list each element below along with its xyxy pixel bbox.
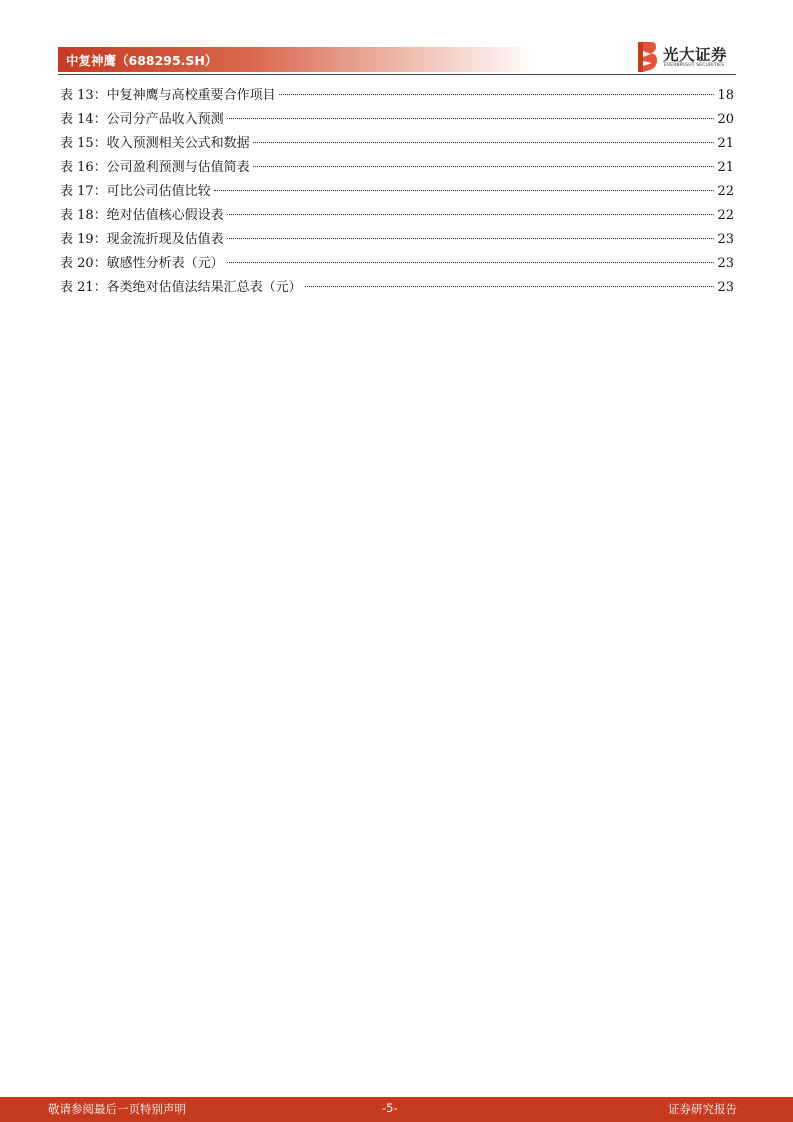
toc-entry-page: 22 bbox=[717, 208, 734, 223]
toc-dot-leader bbox=[227, 118, 715, 119]
toc-dot-leader bbox=[305, 286, 715, 287]
toc-entry[interactable] bbox=[60, 276, 734, 300]
report-title: 中复神鹰（688295.SH） bbox=[66, 53, 218, 68]
toc-entry-page: 21 bbox=[717, 160, 734, 175]
toc-entry-label: 表 17：可比公司估值比较 bbox=[60, 184, 211, 199]
everbright-logo-icon bbox=[636, 42, 658, 72]
toc-dot-leader bbox=[214, 190, 715, 191]
logo-en-text: EVERBRIGHT SECURITIES bbox=[664, 63, 725, 68]
toc-dot-leader bbox=[253, 142, 715, 143]
page-number: -5- bbox=[382, 1101, 398, 1115]
toc-entry-page: 23 bbox=[717, 256, 734, 271]
toc-entry-label: 表 16：公司盈利预测与估值简表 bbox=[60, 160, 250, 175]
toc-entry-label: 表 18：绝对估值核心假设表 bbox=[60, 208, 224, 223]
toc-dot-leader bbox=[227, 214, 715, 215]
report-type-label: 证券研究报告 bbox=[668, 1102, 737, 1116]
toc-entry-page: 20 bbox=[717, 112, 734, 127]
toc-entry[interactable] bbox=[60, 252, 734, 276]
toc-entry-label: 表 21：各类绝对估值法结果汇总表（元） bbox=[60, 280, 302, 295]
toc-dot-leader bbox=[253, 166, 715, 167]
toc-entry-page: 23 bbox=[717, 280, 734, 295]
toc-dot-leader bbox=[227, 262, 715, 263]
toc-entry[interactable] bbox=[60, 84, 734, 108]
toc-entry-page: 22 bbox=[717, 184, 734, 199]
toc-entry-label: 表 19：现金流折现及估值表 bbox=[60, 232, 224, 247]
table-of-contents bbox=[60, 84, 734, 300]
toc-dot-leader bbox=[279, 94, 715, 95]
toc-entry-label: 表 20：敏感性分析表（元） bbox=[60, 256, 224, 271]
toc-entry-label: 表 14：公司分产品收入预测 bbox=[60, 112, 224, 127]
company-logo bbox=[636, 42, 736, 72]
toc-entry[interactable] bbox=[60, 204, 734, 228]
toc-entry[interactable] bbox=[60, 108, 734, 132]
toc-entry-page: 23 bbox=[717, 232, 734, 247]
logo-cn-text: 光大证券 bbox=[663, 46, 728, 64]
toc-entry-page: 21 bbox=[717, 136, 734, 151]
toc-entry[interactable] bbox=[60, 180, 734, 204]
header-divider bbox=[58, 74, 736, 75]
toc-entry[interactable] bbox=[60, 156, 734, 180]
disclaimer-note: 敬请参阅最后一页特别声明 bbox=[48, 1102, 186, 1116]
toc-entry-label: 表 13：中复神鹰与高校重要合作项目 bbox=[60, 88, 276, 103]
toc-dot-leader bbox=[227, 238, 715, 239]
toc-entry-page: 18 bbox=[717, 88, 734, 103]
toc-entry-label: 表 15：收入预测相关公式和数据 bbox=[60, 136, 250, 151]
toc-entry[interactable] bbox=[60, 132, 734, 156]
toc-entry[interactable] bbox=[60, 228, 734, 252]
